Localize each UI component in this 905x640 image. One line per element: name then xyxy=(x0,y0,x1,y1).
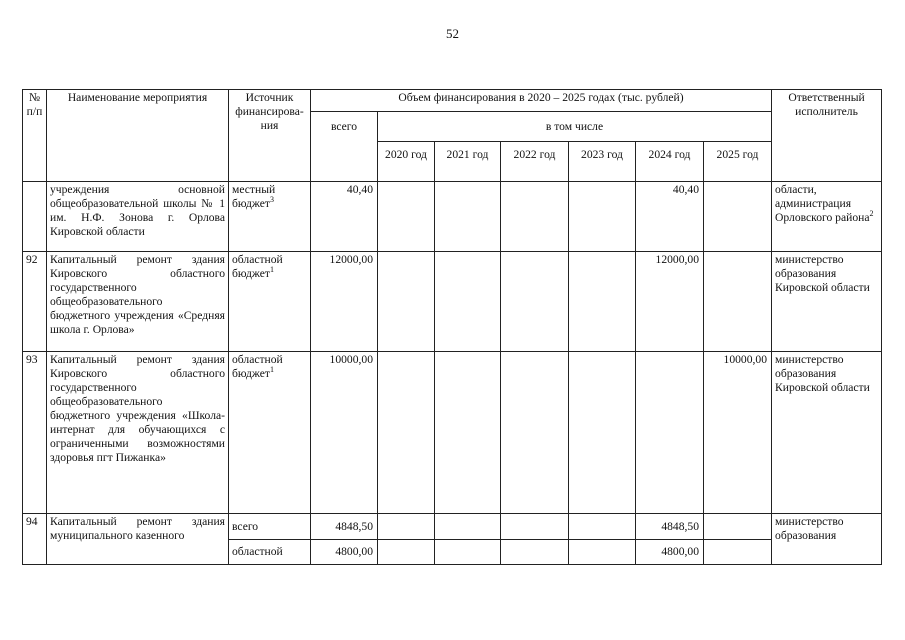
cell-2020 xyxy=(378,252,435,352)
cell-2021 xyxy=(435,540,501,565)
cell-name: Капитальный ремонт здания Кировского областного государственного общеобразовательного бюджетного учреждения «Школа-интернат для обучающихся с ограниченными возможностями здоровья пгт Пижанка» xyxy=(47,352,229,514)
cell-2025 xyxy=(704,540,772,565)
header-year-2022: 2022 год xyxy=(501,142,569,182)
cell-executor: министерство образования Кировской области xyxy=(772,252,882,352)
cell-2022 xyxy=(501,514,569,540)
header-year-2025: 2025 год xyxy=(704,142,772,182)
cell-2024 xyxy=(636,352,704,514)
cell-source xyxy=(229,182,311,252)
page-number: 52 xyxy=(446,26,459,41)
cell-2021 xyxy=(435,352,501,514)
cell-2021 xyxy=(435,182,501,252)
cell-2024: 4848,50 xyxy=(636,514,704,540)
header-total: всего xyxy=(311,112,378,182)
cell-name: учреждения основной общеобразовательной школы № 1 им. Н.Ф. Зонова г. Орлова Кировской области xyxy=(47,182,229,252)
header-name: Наименование мероприятия xyxy=(47,90,229,182)
cell-executor xyxy=(772,182,882,252)
cell-2024: 12000,00 xyxy=(636,252,704,352)
cell-name: Капитальный ремонт здания муниципального казенного xyxy=(47,514,229,565)
cell-2020 xyxy=(378,514,435,540)
cell-2020 xyxy=(378,540,435,565)
cell-num: 94 xyxy=(23,514,47,565)
cell-total: 4848,50 xyxy=(311,514,378,540)
executor-footnote: 2 xyxy=(869,209,874,219)
source-text: областной бюджет xyxy=(232,253,283,280)
cell-2025 xyxy=(704,514,772,540)
header-executor: Ответственный исполнитель xyxy=(772,90,882,182)
cell-source: всего xyxy=(229,514,311,540)
cell-2023 xyxy=(569,252,636,352)
cell-name: Капитальный ремонт здания Кировского областного государственного общеобразовательного бюджетного учреждения «Средняя школа г. Орлова» xyxy=(47,252,229,352)
cell-2022 xyxy=(501,352,569,514)
cell-2025 xyxy=(704,182,772,252)
cell-num: 93 xyxy=(23,352,47,514)
source-footnote: 1 xyxy=(269,365,274,375)
cell-2023 xyxy=(569,540,636,565)
cell-total: 40,40 xyxy=(311,182,378,252)
table-row xyxy=(23,352,882,514)
source-footnote: 1 xyxy=(269,265,274,275)
header-including: в том числе xyxy=(378,112,772,142)
header-year-2021: 2021 год xyxy=(435,142,501,182)
cell-2022 xyxy=(501,252,569,352)
cell-source xyxy=(229,352,311,514)
header-year-2023: 2023 год xyxy=(569,142,636,182)
cell-num xyxy=(23,182,47,252)
cell-2021 xyxy=(435,252,501,352)
cell-total: 12000,00 xyxy=(311,252,378,352)
header-funding: Объем финансирования в 2020 – 2025 годах (тыс. рублей) xyxy=(311,90,772,112)
cell-2023 xyxy=(569,514,636,540)
cell-total: 4800,00 xyxy=(311,540,378,565)
cell-executor: министерство образования Кировской области xyxy=(772,352,882,514)
cell-2020 xyxy=(378,352,435,514)
table-row xyxy=(23,514,882,540)
cell-2020 xyxy=(378,182,435,252)
cell-2021 xyxy=(435,514,501,540)
header-num: № п/п xyxy=(23,90,47,182)
source-text: областной бюджет xyxy=(232,353,283,380)
table-row xyxy=(23,252,882,352)
cell-2024: 4800,00 xyxy=(636,540,704,565)
cell-total: 10000,00 xyxy=(311,352,378,514)
source-footnote: 3 xyxy=(269,195,274,205)
source-text: местный бюджет xyxy=(232,183,276,210)
cell-num: 92 xyxy=(23,252,47,352)
header-year-2020: 2020 год xyxy=(378,142,435,182)
table-row xyxy=(23,182,882,252)
cell-2025 xyxy=(704,252,772,352)
cell-2024: 40,40 xyxy=(636,182,704,252)
header-year-2024: 2024 год xyxy=(636,142,704,182)
cell-2022 xyxy=(501,540,569,565)
header-source: Источник финансирова-ния xyxy=(229,90,311,182)
executor-text: области, администрация Орловского района xyxy=(775,183,870,224)
cell-source: областной xyxy=(229,540,311,565)
cell-2023 xyxy=(569,352,636,514)
cell-2025: 10000,00 xyxy=(704,352,772,514)
cell-source xyxy=(229,252,311,352)
cell-2022 xyxy=(501,182,569,252)
cell-2023 xyxy=(569,182,636,252)
cell-executor: министерство образования xyxy=(772,514,882,565)
funding-table xyxy=(22,89,882,565)
